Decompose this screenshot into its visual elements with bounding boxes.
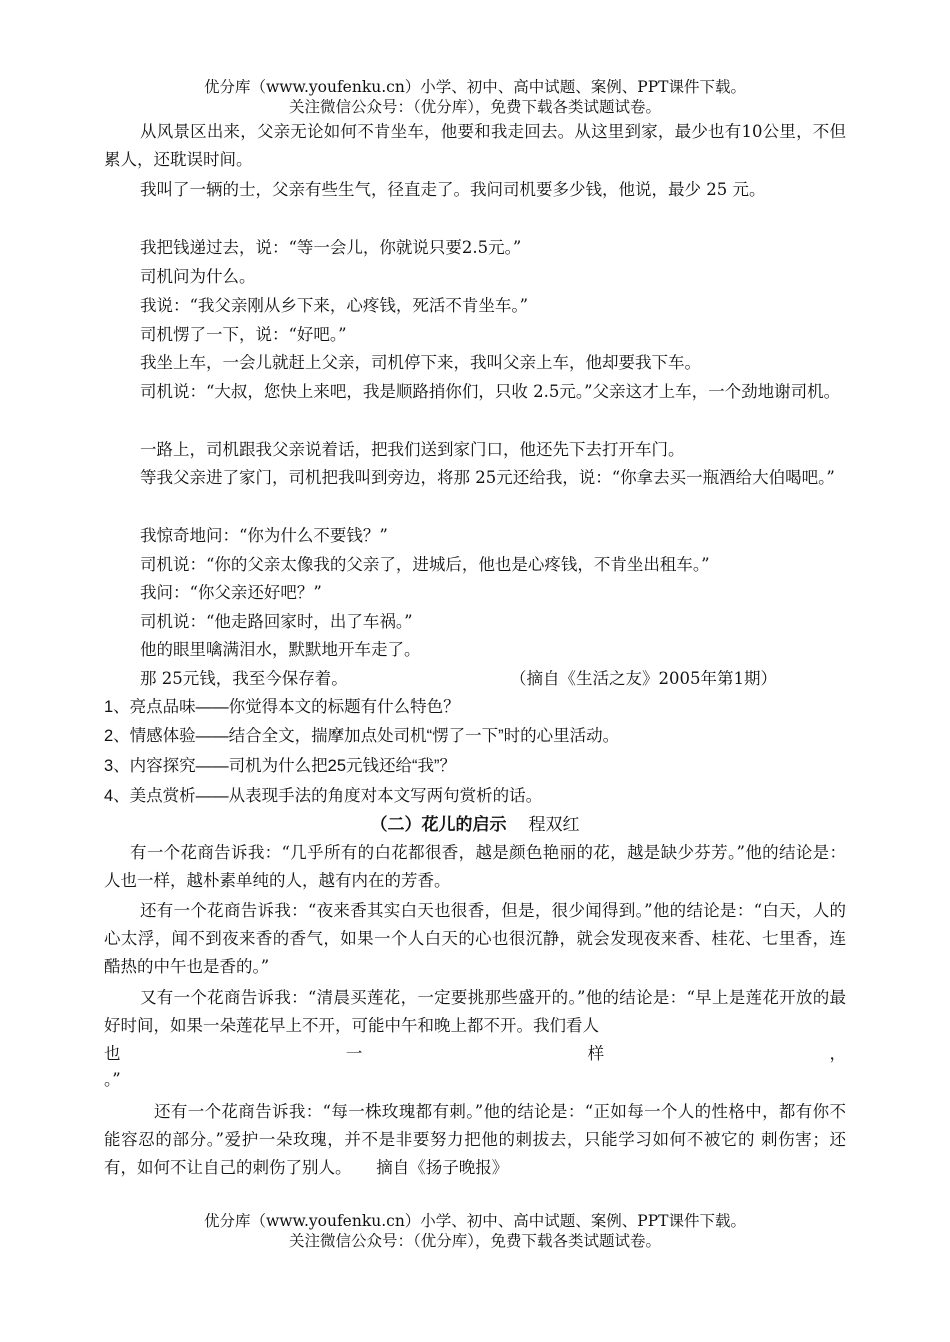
paragraph: 司机说：“大叔，您快上来吧，我是顺路捎你们，只收 2.5元。”父亲这才上车，一个劲地谢司机。 [140, 382, 841, 401]
footer-line-2: 关注微信公众号：（优分库），免费下载各类试题试卷。 [288, 1232, 661, 1250]
paragraph: 司机愣了一下，说：“好吧。” [140, 325, 347, 344]
paragraph: 又有一个花商告诉我：“清晨买莲花，一定要挑那些盛开的。”他的结论是：“早上是莲花开放的最好时间，如果一朵莲花早上不开，可能中午和晚上都不开。我们看人 [104, 988, 846, 1035]
spread-char: 样 [587, 1044, 605, 1063]
paragraph: 他的眼里噙满泪水，默默地开车走了。 [140, 640, 421, 659]
spread-line [104, 1040, 846, 1068]
spread-char: 一 [345, 1044, 363, 1063]
spread-char: 也 [104, 1044, 121, 1063]
story2-author: 程双红 [528, 815, 580, 835]
section-title [104, 812, 846, 838]
paragraph: 还有一个花商告诉我：“夜来香其实白天也很香，但是，很少闻得到。”他的结论是：“白天，人的心太浮，闻不到夜来香的香气，如果一个人白天的心也很沉静，就会发现夜来香、桂花、七里香，连酷热的中午也是香的。” [104, 901, 846, 976]
question-4: 4、美点赏析——从表现手法的角度对本文写两句赏析的话。 [104, 787, 543, 805]
paragraph: 我说：“我父亲刚从乡下来，心疼钱，死活不肯坐车。” [140, 296, 529, 315]
paragraph: 等我父亲进了家门，司机把我叫到旁边，将那 25元还给我，说：“你拿去买一瓶酒给大伯喝吧。” [140, 468, 835, 487]
paragraph: 我坐上车，一会儿就赶上父亲，司机停下来，我叫父亲上车，他却要我下车。 [140, 353, 701, 372]
footer-line-1: 优分库（www.youfenku.cn）小学、初中、高中试题、案例、PPT课件下载。 [203, 1212, 747, 1230]
paragraph: 我把钱递过去，说：“等一会儿，你就说只要2.5元。” [140, 238, 522, 257]
paragraph-end: 。” [104, 1070, 121, 1089]
question-2: 2、情感体验——结合全文，揣摩加点处司机“愣了一下”时的心里活动。 [104, 727, 620, 745]
question-1: 1、亮点品味——你觉得本文的标题有什么特色？ [104, 698, 460, 716]
paragraph: 我惊奇地问：“你为什么不要钱？” [140, 526, 388, 545]
story2-title: （二）花儿的启示 [370, 815, 507, 834]
paragraph: 司机说：“你的父亲太像我的父亲了，进城后，他也是心疼钱，不肯坐出租车。” [140, 555, 710, 574]
paragraph: 还有一个花商告诉我：“每一株玫瑰都有刺。”他的结论是：“正如每一个人的性格中，都有你不能容忍的部分。”爱护一朵玫瑰，并不是非要努力把他的刺拔去，只能学习如何不被它的 刺伤害；还有，如何不让自己的刺伤了别人。 摘自《扬子晚报》 [104, 1102, 846, 1177]
question-3: 3、内容探究——司机为什么把25元钱还给“我”？ [104, 757, 457, 775]
paragraph: 我问：“你父亲还好吧？” [140, 583, 322, 602]
paragraph-last [104, 665, 846, 693]
source-citation: （摘自《生活之友》2005年第1期） [510, 669, 777, 688]
paragraph: 司机问为什么。 [140, 267, 256, 286]
header-line-2: 关注微信公众号：（优分库），免费下载各类试题试卷。 [288, 98, 661, 116]
paragraph: 我叫了一辆的士，父亲有些生气，径直走了。我问司机要多少钱，他说，最少 25 元。 [140, 180, 766, 199]
paragraph: 司机说：“他走路回家时，出了车祸。” [140, 612, 413, 631]
spread-char: ， [829, 1044, 846, 1063]
last-line: 那 25元钱，我至今保存着。 [140, 669, 348, 688]
paragraph: 一路上，司机跟我父亲说着话，把我们送到家门口，他还先下去打开车门。 [140, 440, 685, 459]
paragraph: 从风景区出来，父亲无论如何不肯坐车，他要和我走回去。从这里到家，最少也有10公里，不但累人，还耽误时间。 [104, 122, 846, 169]
paragraph: 有一个花商告诉我：“几乎所有的白花都很香，越是颜色艳丽的花，越是缺少芬芳。”他的结论是：人也一样，越朴素单纯的人，越有内在的芳香。 [104, 843, 846, 890]
header-line-1: 优分库（www.youfenku.cn）小学、初中、高中试题、案例、PPT课件下载。 [203, 78, 747, 96]
